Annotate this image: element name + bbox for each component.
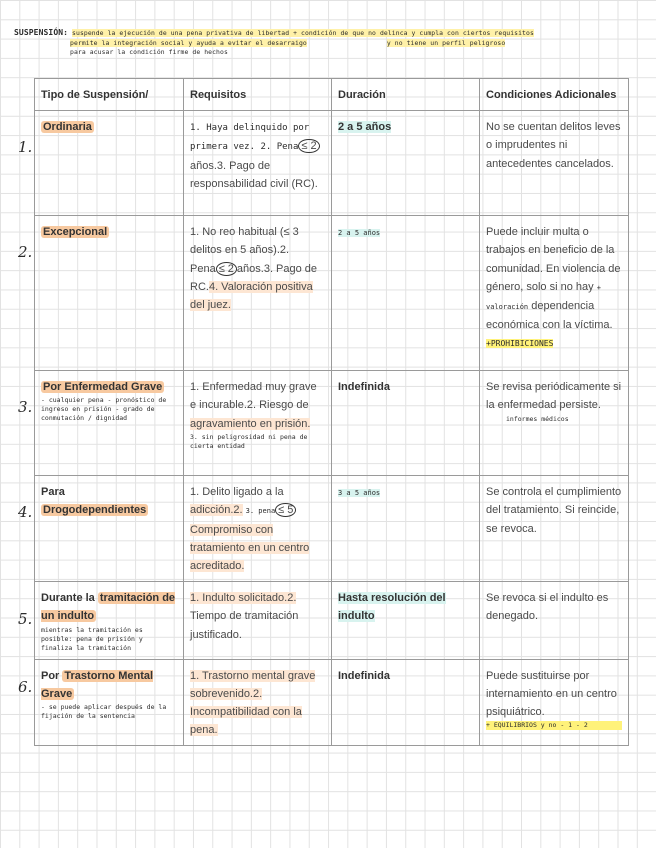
requisitos-text: 1. No reo habitual (≤ 3 delitos en 5 años).2. Pena xyxy=(190,226,299,275)
condiciones-text: Se revisa periódicamente si la enfermedad persiste. xyxy=(486,381,622,412)
condiciones-cell: Se revoca si el indulto es denegado. xyxy=(480,582,629,659)
header-condiciones: Condiciones Adicionales xyxy=(480,79,629,111)
duracion-cell xyxy=(332,476,480,582)
tipo-cell xyxy=(35,371,184,476)
tipo-excepcional: Excepcional xyxy=(43,226,108,239)
requisitos-cell xyxy=(184,216,332,371)
tipo-cell xyxy=(35,216,184,371)
duracion-cell xyxy=(332,582,480,659)
table-row xyxy=(35,476,629,582)
tipo-cell xyxy=(35,659,184,746)
requisitos-highlight: 4. Valoración positiva del juez. xyxy=(190,280,313,312)
tipo-text: Por xyxy=(41,669,60,682)
requisitos-highlight: agravamiento en prisión. xyxy=(190,417,311,430)
condiciones-cell: Se controla el cumplimiento del tratamiento. Si reincide, se revoca. xyxy=(480,476,629,582)
duracion-cell xyxy=(332,111,480,216)
row-marker: 4. xyxy=(18,503,33,521)
row-marker: 1. xyxy=(18,138,33,156)
duracion-value: Indefinida xyxy=(338,381,390,394)
table-row xyxy=(35,582,629,659)
table-row xyxy=(35,659,629,746)
row-marker: 3. xyxy=(18,398,33,416)
condiciones-text: dependencia económica con la víctima. xyxy=(486,300,613,332)
tipo-trastorno: Trastorno Mental Grave xyxy=(41,669,154,700)
row-marker: 6. xyxy=(18,678,33,696)
duracion-cell xyxy=(332,659,480,746)
requisitos-highlight: 1. Trastorno mental grave sobrevenido.2. Incompatibilidad con la pena. xyxy=(190,669,316,737)
heading-line-2: permite la integración social y ayuda a evitar el desarraigo xyxy=(70,38,307,47)
requisitos-highlight: Compromiso con tratamiento en un centro acreditado. xyxy=(190,523,310,573)
handwritten-note: - cualquier pena - pronóstico de ingreso en prisión - grado de conmutación / dignidad xyxy=(41,396,167,423)
duracion-handwritten: 2 a 5 años xyxy=(338,229,381,238)
duracion-value: 2 a 5 años xyxy=(338,121,392,134)
header-duracion: Duración xyxy=(332,79,480,111)
suspension-table xyxy=(34,78,629,746)
handwritten-note: 3. pena xyxy=(245,507,276,516)
handwritten-note: + EQUILIBRIOS y no - 1 - 2 xyxy=(486,721,622,730)
row-marker: 5. xyxy=(18,610,33,628)
requisitos-cell xyxy=(184,582,332,659)
tipo-cell xyxy=(35,582,184,659)
requisitos-highlight: adicción.2. xyxy=(190,504,243,517)
handwritten-note: + valoración xyxy=(486,283,601,312)
condiciones-cell xyxy=(480,659,629,746)
duracion-value: Hasta resolución del indulto xyxy=(338,592,446,623)
tipo-indulto: tramitación de un indulto xyxy=(41,592,176,623)
handwritten-note: informes médicos xyxy=(506,414,569,423)
requisitos-text: años.3. Pago de RC. xyxy=(190,262,318,293)
condiciones-cell xyxy=(480,216,629,371)
header-tipo: Tipo de Suspensión/ xyxy=(35,79,184,111)
heading-label: SUSPENSIÓN: xyxy=(14,28,69,37)
circled-value: ≤ 5 xyxy=(275,503,296,517)
row-marker: 2. xyxy=(18,243,33,261)
heading-line-1: suspende la ejecución de una pena privativa de libertad + condición de que no delinca y cumpla con ciertos requisitos xyxy=(72,29,534,37)
requisitos-cell xyxy=(184,371,332,476)
circled-value: ≤ 2 xyxy=(216,262,237,276)
tipo-text: Durante la xyxy=(41,592,95,605)
circled-value: ≤ 2 xyxy=(298,139,319,153)
requisitos-handwritten: primera vez. 2. Pena xyxy=(190,142,299,153)
tipo-text: Para xyxy=(41,486,65,499)
duracion-handwritten: 3 a 5 años xyxy=(338,489,381,498)
heading-note xyxy=(14,28,644,58)
requisitos-cell xyxy=(184,111,332,216)
table-row xyxy=(35,111,629,216)
requisitos-highlight: 1. Indulto solicitado.2. xyxy=(190,592,297,605)
tipo-cell xyxy=(35,476,184,582)
table-row xyxy=(35,216,629,371)
header-requisitos: Requisitos xyxy=(184,79,332,111)
requisitos-text: años.3. Pago de responsabilidad civil (RC). xyxy=(190,159,318,190)
duracion-value: Indefinida xyxy=(338,669,390,682)
condiciones-text: Puede sustituirse por internamiento en un centro psiquiátrico. xyxy=(486,669,617,719)
requisitos-text: Tiempo de tramitación justificado. xyxy=(190,610,299,641)
tipo-cell xyxy=(35,111,184,216)
heading-line-2b: y no tiene un perfil peligroso xyxy=(386,38,506,47)
condiciones-cell: No se cuentan delitos leves o imprudentes ni antecedentes cancelados. xyxy=(480,111,629,216)
table-header-row xyxy=(35,79,629,111)
requisitos-handwritten: 1. Haya delinquido por xyxy=(190,123,310,134)
tipo-enfermedad: Por Enfermedad Grave xyxy=(43,381,163,394)
requisitos-text: 1. Enfermedad muy grave e incurable.2. Riesgo de xyxy=(190,381,317,412)
tipo-ordinaria: Ordinaria xyxy=(43,121,92,134)
requisitos-cell xyxy=(184,659,332,746)
requisitos-cell xyxy=(184,476,332,582)
handwritten-note: 3. sin peligrosidad ni pena de cierta entidad xyxy=(190,432,308,450)
condiciones-cell xyxy=(480,371,629,476)
heading-line-3: para acusar la condición firme de hechos xyxy=(70,48,228,56)
duracion-cell xyxy=(332,371,480,476)
handwritten-note: mientras la tramitación es posible: pena de prisión y finaliza la tramitación xyxy=(41,625,143,652)
prohibiciones-note: +PROHIBICIONES xyxy=(486,339,554,349)
tipo-drogodependientes: Drogodependientes xyxy=(43,504,147,517)
handwritten-note: - se puede aplicar después de la fijación de la sentencia xyxy=(41,703,167,721)
table-row xyxy=(35,371,629,476)
condiciones-text: Puede incluir multa o trabajos en beneficio de la comunidad. En violencia de género, solo si no hay xyxy=(486,226,621,293)
duracion-cell xyxy=(332,216,480,371)
requisitos-text: 1. Delito ligado a la xyxy=(190,486,284,499)
